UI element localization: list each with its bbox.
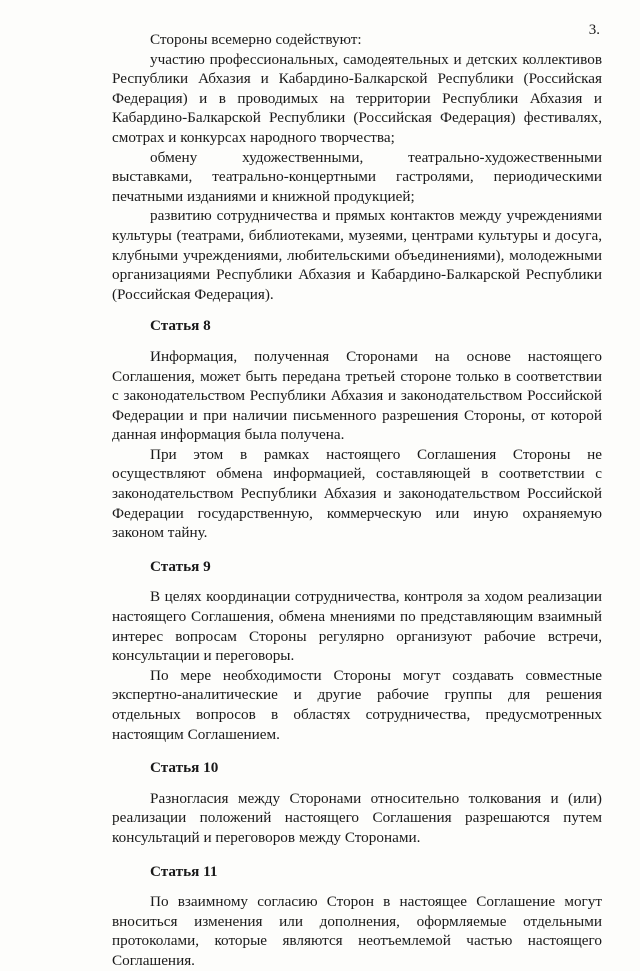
document-body xyxy=(112,30,602,971)
intro-lead: Стороны всемерно содействуют: xyxy=(150,31,362,48)
article-9-heading: Статья 9 xyxy=(150,557,211,575)
article-8-heading: Статья 8 xyxy=(150,317,211,335)
page-number: 3. xyxy=(588,22,600,38)
intro-item: развитию сотрудничества и прямых контактов между учреждениями культуры (театрами, библиотеками, музеями, центрами культуры и досуга, клубными учреждениями, любительскими объединениями), молодежными организациями Республики Абхазия и Кабардино-Балкарской Республики (Российская Федерация). xyxy=(112,207,602,303)
article-9-paragraph: В целях координации сотрудничества, контроля за ходом реализации настоящего Соглашения, обмена мнениями по представляющим взаимный интерес вопросам Стороны регулярно организуют рабочие встречи, консультации и переговоры. xyxy=(112,588,602,665)
intro-item: участию профессиональных, самодеятельных и детских коллективов Республики Абхазия и Кабардино-Балкарской Республики (Российская Федерация) и в проводимых на территории Республики Абхазия и Кабардино-Балкарской Республики (Российская Федерация) фестивалях, смотрах и конкурсах народного творчества; xyxy=(112,50,602,146)
article-10-paragraph: Разногласия между Сторонами относительно толкования и (или) реализации положений настоящего Соглашения разрешаются путем консультаций и переговоров между Сторонами. xyxy=(112,789,602,846)
article-11-paragraph: По взаимному согласию Сторон в настоящее Соглашение могут вноситься изменения или дополнения, оформляемые отдельными протоколами, которые являются неотъемлемой частью настоящего Соглашения. xyxy=(112,893,602,969)
article-11-heading: Статья 11 xyxy=(150,862,218,880)
article-8-paragraph: Информация, полученная Сторонами на основе настоящего Соглашения, может быть передана третьей стороне только в соответствии с законодательством Республики Абхазия и законодательством Российской Федерации и при наличии письменного разрешения Стороны, от которой данная информация была получена. xyxy=(112,347,602,444)
intro-item: обмену художественными, театрально-художественными выставками, театрально-концертными гастролями, периодическими печатными изданиями и книжной продукцией; xyxy=(112,148,602,205)
article-10-heading: Статья 10 xyxy=(150,759,219,777)
article-9-paragraph: По мере необходимости Стороны могут создавать совместные экспертно-аналитические и другие рабочие группы для решения отдельных вопросов в областях сотрудничества, предусмотренных настоящим Соглашением. xyxy=(112,666,602,743)
article-8-paragraph: При этом в рамках настоящего Соглашения Стороны не осуществляют обмена информацией, составляющей в соответствии с законодательством Республики Абхазия и законодательством Российской Федерации государственную, коммерческую или иную охраняемую законом тайну. xyxy=(112,445,602,542)
